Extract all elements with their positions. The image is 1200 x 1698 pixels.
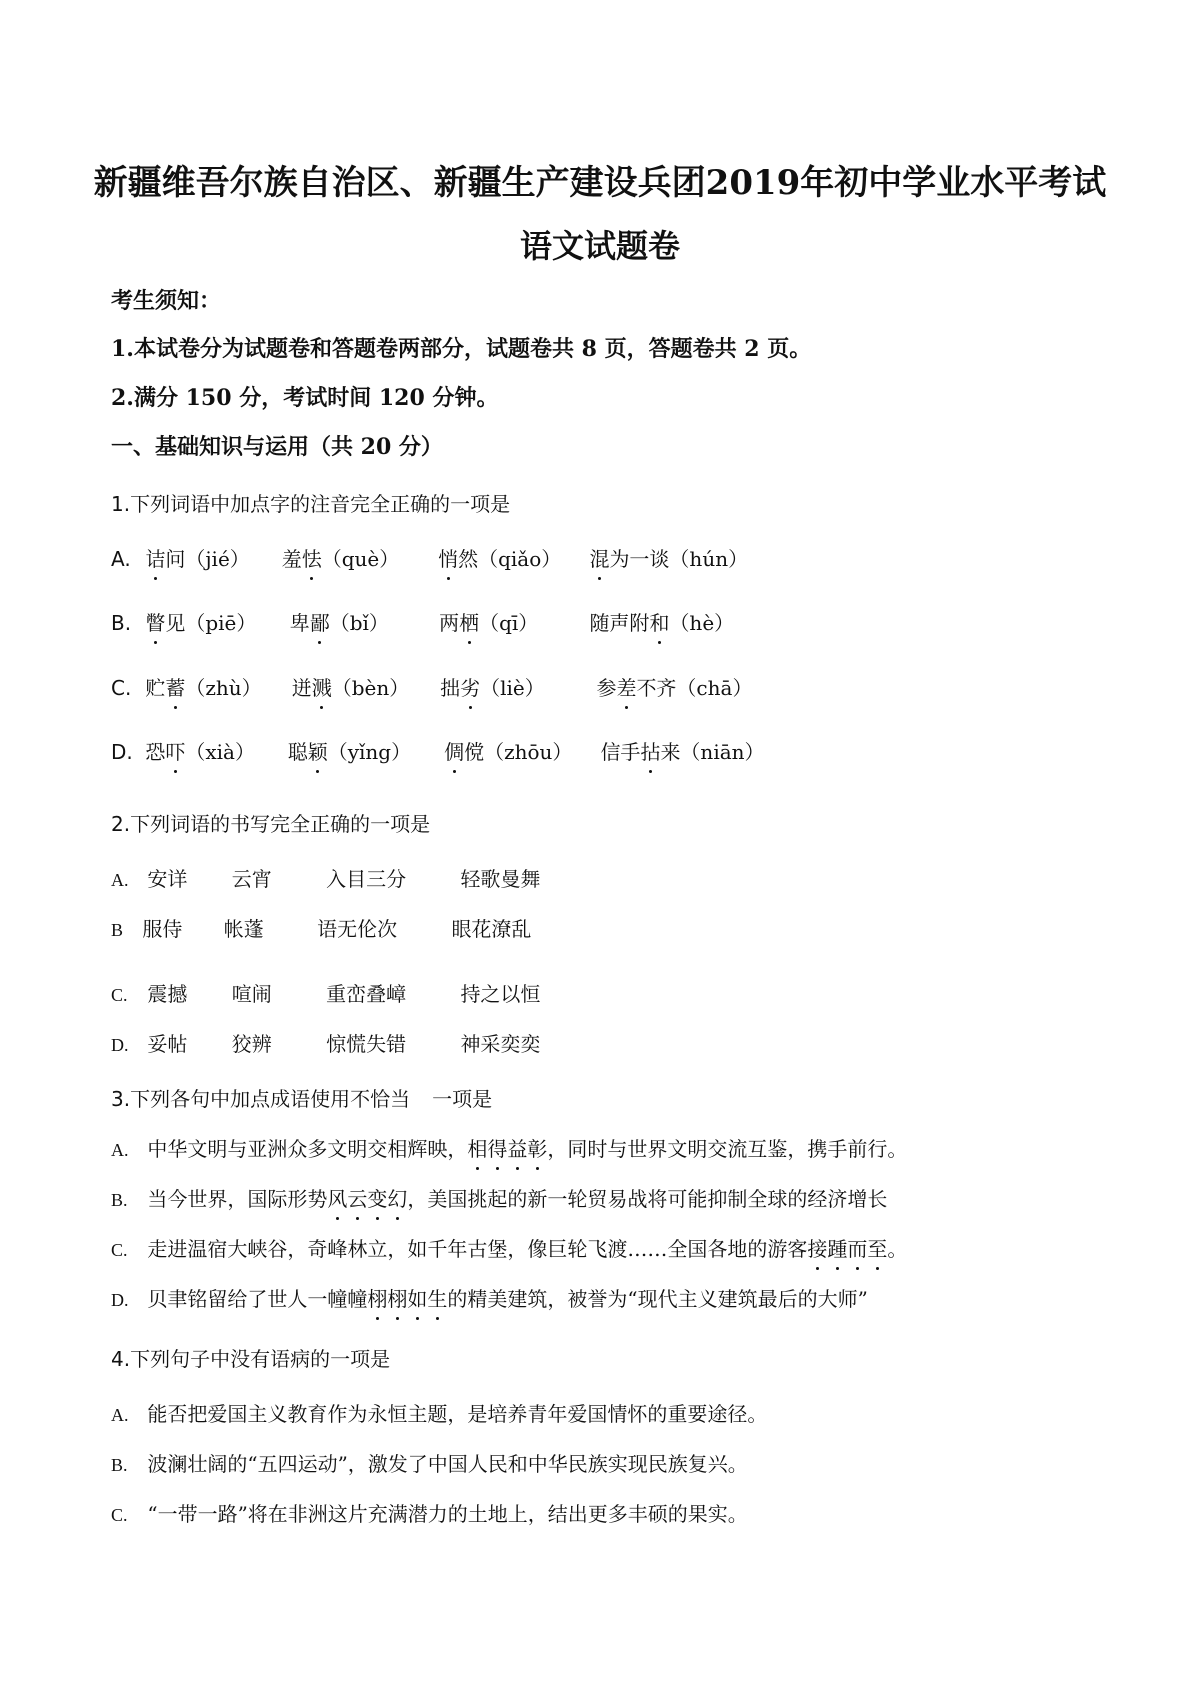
- q1-d-item-1: 恐吓（xià）: [145, 736, 281, 765]
- option-label: D.: [111, 1290, 129, 1310]
- word: 震撼: [147, 982, 188, 1006]
- q3-option-b: B. 当今世界，国际形势风云变幻，美国挑起的新一轮贸易战将可能抑制全球的经济增长: [111, 1183, 887, 1212]
- option-label: C.: [111, 985, 128, 1005]
- word: 妥帖: [147, 1032, 188, 1056]
- q3-option-a: A. 中华文明与亚洲众多文明交相辉映，相得益彰，同时与世界文明交流互鉴，携手前行。: [111, 1133, 907, 1162]
- option-label: A.: [111, 1140, 129, 1160]
- word: 惊慌失错: [326, 1032, 407, 1056]
- q4-option-a: [111, 1398, 767, 1427]
- q1-c-item-2: 迸溅（bèn）: [292, 672, 434, 701]
- q1-b-item-3: 两栖（qī）: [439, 607, 583, 636]
- option-label: C.: [111, 1505, 128, 1525]
- word: 重峦叠嶂: [326, 982, 407, 1006]
- word: 帐蓬: [223, 917, 264, 941]
- q2-option-d: [111, 1028, 540, 1057]
- q1-stem: 1.下列词语中加点字的注音完全正确的一项是: [111, 492, 511, 516]
- q1-c-item-1: 贮蓄（zhù）: [145, 672, 285, 701]
- word: 狡辨: [231, 1032, 272, 1056]
- option-label: C.: [111, 1240, 128, 1260]
- option-label: C.: [111, 676, 132, 700]
- option-label: B.: [111, 1455, 128, 1475]
- option-label: B.: [111, 1190, 128, 1210]
- dotted-idiom: 接踵而至: [807, 1237, 887, 1261]
- q3-option-c: C. 走进温宿大峡谷，奇峰林立，如千年古堡，像巨轮飞渡……全国各地的游客接踵而至。: [111, 1233, 907, 1262]
- q1-d-item-2: 聪颖（yǐng）: [288, 736, 438, 765]
- word: 安详: [147, 867, 188, 891]
- option-text: 能否把爱国主义教育作为永恒主题，是培养青年爱国情怀的重要途径。: [147, 1402, 768, 1426]
- option-label: D.: [111, 740, 133, 764]
- dotted-idiom: 风云变幻: [327, 1187, 407, 1211]
- word: 云宵: [231, 867, 272, 891]
- q2-stem: 2.下列词语的书写完全正确的一项是: [111, 812, 431, 836]
- word: 喧闹: [231, 982, 272, 1006]
- section-1-heading: 一、基础知识与运用（共 20 分）: [111, 434, 443, 460]
- q1-option-d: [111, 736, 765, 765]
- q1-b-item-4: 随声附和（hè）: [589, 607, 734, 636]
- word: 服侍: [142, 917, 183, 941]
- option-label: A.: [111, 547, 131, 571]
- word: 语无伦次: [317, 917, 398, 941]
- option-label: D.: [111, 1035, 129, 1055]
- q1-c-item-4: 参差不齐（chā）: [596, 672, 752, 701]
- q3-stem: [111, 1083, 492, 1112]
- option-label: B.: [111, 611, 132, 635]
- q1-a-item-1: 诘问（jié）: [145, 543, 275, 572]
- q1-option-c: [111, 672, 752, 701]
- q4-stem: 4.下列句子中没有语病的一项是: [111, 1347, 391, 1371]
- word: 神采奕奕: [460, 1032, 541, 1056]
- q1-option-b: [111, 607, 734, 636]
- option-label: A.: [111, 1405, 129, 1425]
- q4-option-b: [111, 1448, 748, 1477]
- word: 眼花潦乱: [451, 917, 532, 941]
- option-label: A.: [111, 870, 129, 890]
- q1-a-item-2: 羞怯（què）: [282, 543, 432, 572]
- word: 持之以恒: [460, 982, 541, 1006]
- notice-item-2: 2.满分 150 分，考试时间 120 分钟。: [111, 385, 499, 411]
- q3-stem-text: 3.下列各句中加点成语使用不恰当: [111, 1087, 411, 1111]
- notice-item-1: 1.本试卷分为试题卷和答题卷两部分，试题卷共 8 页，答题卷共 2 页。: [111, 336, 812, 362]
- q3-option-d: D. 贝聿铭留给了世人一幢幢栩栩如生的精美建筑，被誉为“现代主义建筑最后的大师”: [111, 1283, 868, 1312]
- word: 轻歌曼舞: [460, 867, 541, 891]
- q4-option-c: [111, 1498, 748, 1527]
- option-text: “一带一路”将在非洲这片充满潜力的土地上，结出更多丰硕的果实。: [147, 1502, 748, 1526]
- option-text: 波澜壮阔的“五四运动”，激发了中国人民和中华民族实现民族复兴。: [147, 1452, 748, 1476]
- dotted-idiom: 相得益彰: [467, 1137, 547, 1161]
- exam-title: 新疆维吾尔族自治区、新疆生产建设兵团2019年初中学业水平考试: [93, 163, 1107, 203]
- q1-d-item-3: 倜傥（zhōu）: [444, 736, 594, 765]
- notice-heading: 考生须知：: [111, 288, 222, 314]
- q1-b-item-1: 瞥见（piē）: [145, 607, 283, 636]
- q3-stem-tail: 一项是: [432, 1087, 493, 1111]
- q1-a-item-4: 混为一谈（hún）: [589, 543, 748, 572]
- q1-b-item-2: 卑鄙（bǐ）: [290, 607, 433, 636]
- q1-a-item-3: 悄然（qiǎo）: [438, 543, 583, 572]
- q2-option-c: [111, 978, 540, 1007]
- exam-subtitle: 语文试题卷: [519, 227, 680, 265]
- q2-option-a: [111, 863, 540, 892]
- q2-option-b: [111, 913, 531, 942]
- option-label: B: [111, 920, 124, 940]
- dotted-idiom: 栩栩如生: [367, 1287, 447, 1311]
- word: 入目三分: [326, 867, 407, 891]
- q1-d-item-4: 信手拈来（niān）: [600, 736, 764, 765]
- q1-c-item-3: 拙劣（liè）: [440, 672, 590, 701]
- q1-option-a: [111, 543, 748, 572]
